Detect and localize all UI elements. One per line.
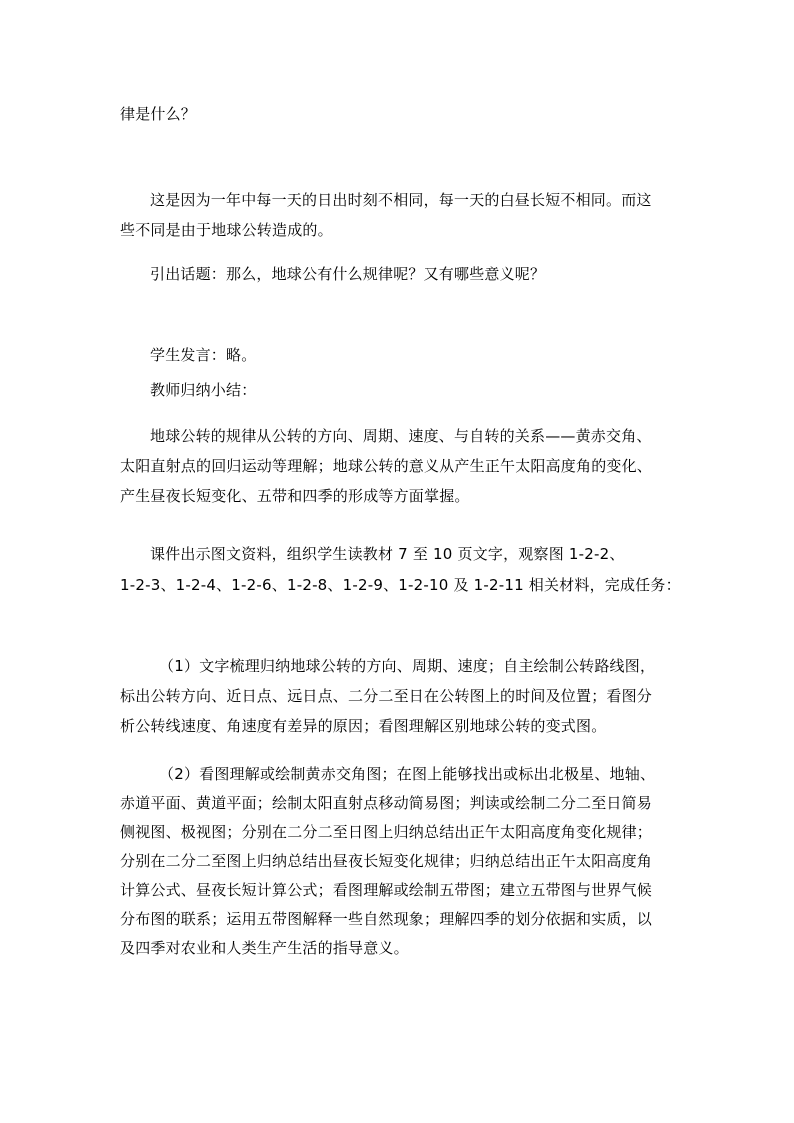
text-line: 标出公转方向、近日点、远日点、二分二至日在公转图上的时间及位置；看图分	[120, 687, 653, 705]
text-line: 计算公式、昼夜长短计算公式；看图理解或绘制五带图；建立五带图与世界气候	[120, 881, 653, 899]
text-line: 些不同是由于地球公转造成的。	[120, 221, 333, 239]
text-line: 及四季对农业和人类生产生活的指导意义。	[120, 939, 409, 957]
text-line: 引出话题：那么，地球公有什么规律呢？又有哪些意义呢？	[150, 265, 546, 283]
text-line: （1）文字梳理归纳地球公转的方向、周期、速度；自主绘制公转路线图，	[159, 657, 656, 675]
text-line: 这是因为一年中每一天的日出时刻不相同，每一天的白昼长短不相同。而这	[150, 191, 652, 209]
text-line: 律是什么？	[120, 105, 197, 123]
text-line: 分别在二分二至图上归纳总结出昼夜长短变化规律；归纳总结出正午太阳高度角	[120, 852, 653, 870]
text-line: 1-2-3、1-2-4、1-2-6、1-2-8、1-2-9、1-2-10 及 1-2-11 相关材料，完成任务：	[120, 576, 681, 594]
text-line: 教师归纳小结：	[150, 381, 257, 399]
text-line: 析公转线速度、角速度有差异的原因；看图理解区别地球公转的变式图。	[120, 717, 607, 735]
text-line: 赤道平面、黄道平面；绘制太阳直射点移动简易图；判读或绘制二分二至日简易	[120, 794, 653, 812]
text-line: 学生发言：略。	[150, 346, 257, 364]
text-line: （2）看图理解或绘制黄赤交角图；在图上能够找出或标出北极星、地轴、	[159, 765, 656, 783]
text-line: 课件出示图文资料，组织学生读教材 7 至 10 页文字，观察图 1-2-2、	[150, 545, 625, 563]
text-line: 太阳直射点的回归运动等理解；地球公转的意义从产生正午太阳高度角的变化、	[120, 457, 653, 475]
text-line: 侧视图、极视图；分别在二分二至日图上归纳总结出正午太阳高度角变化规律；	[120, 823, 653, 841]
text-line: 产生昼夜长短变化、五带和四季的形成等方面掌握。	[120, 487, 470, 505]
text-line: 地球公转的规律从公转的方向、周期、速度、与自转的关系——黄赤交角、	[150, 427, 652, 445]
text-line: 分布图的联系；运用五带图解释一些自然现象；理解四季的划分依据和实质，以	[120, 910, 653, 928]
